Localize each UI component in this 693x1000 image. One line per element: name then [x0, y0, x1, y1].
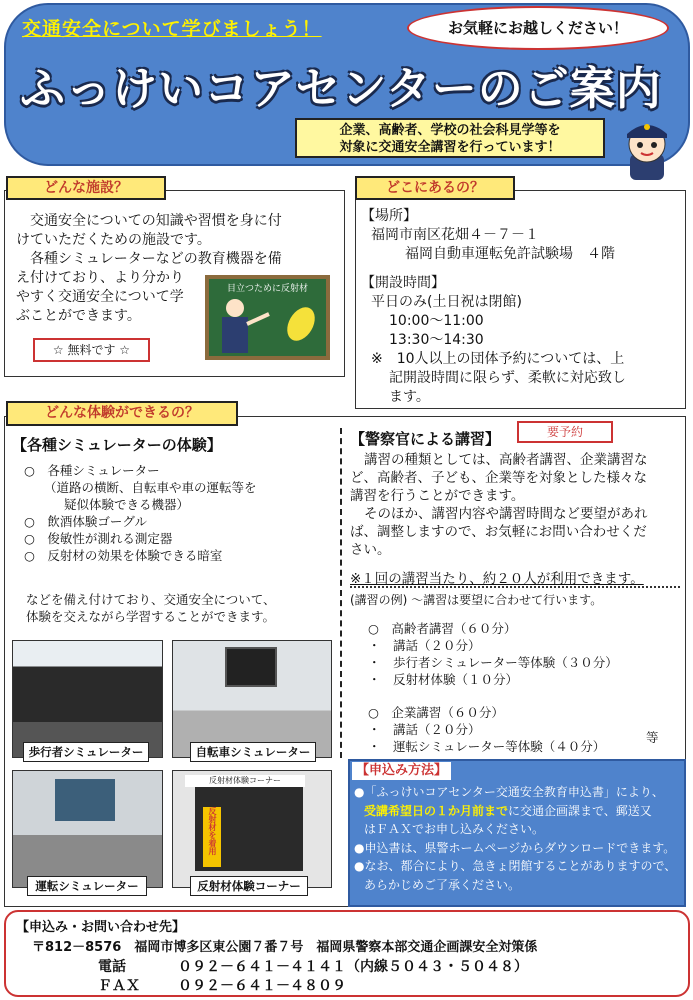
lecture-line: ば、調整しますので、お気軽にお問い合わせくだ [350, 524, 647, 540]
time-slot: 10:00～11:00 [389, 313, 484, 329]
etc-label: 等 [646, 730, 659, 745]
example-item: ・ 反射材体験（１０分） [368, 672, 519, 687]
location-heading: どこにあるの？ [355, 176, 515, 200]
facility-line: やすく交通安全について学 [16, 289, 184, 305]
example-item: ○ 企業講習（６０分） [368, 705, 504, 720]
lecture-line: 講習の種類としては、高齢者講習、企業講習な [364, 452, 648, 468]
driving-sim-photo [12, 770, 163, 888]
divider [340, 428, 342, 758]
fax-number: ０９２－６４１－４８０９ [178, 978, 346, 994]
facility-line: 交通安全についての知識や習慣を身に付 [30, 213, 282, 229]
free-badge: ☆ 無料です ☆ [33, 338, 150, 362]
example-item: ・ 講話（２０分） [368, 638, 481, 653]
apply-line: に交通企画課まで、郵送又 [508, 803, 652, 818]
sim-desc [26, 591, 276, 625]
note-line: 記開設時間に限らず、柔軟に対応致し [389, 370, 626, 386]
subtitle-line-2: 対象に交通安全講習を行っています！ [339, 140, 561, 155]
experience-heading: どんな体験ができるの？ [6, 401, 238, 426]
example-item: ・ 運転シミュレーター等体験（４０分） [368, 739, 606, 754]
police-mascot-icon [612, 116, 682, 182]
tel-label: 電話 [98, 959, 126, 975]
teacher-illustration [205, 275, 330, 360]
reservation-badge: 要予約 [517, 421, 613, 443]
list-item: ○ 各種シミュレーター [24, 463, 160, 478]
facility-heading: どんな施設？ [6, 176, 166, 200]
facility-line: 各種シミュレーターなどの教育機器を備 [30, 251, 282, 267]
note-line: ※ 10人以上の団体予約については、上 [371, 351, 625, 367]
tel-number: ０９２－６４１－４１４１（内線５０４３・５０４８） [178, 959, 528, 975]
list-item: ○ 飲酒体験ゴーグル [24, 514, 148, 529]
location-text [361, 207, 626, 407]
desc-line: などを備え付けており、交通安全について、 [26, 592, 276, 607]
hours-label: 【開設時間】 [361, 275, 445, 291]
lecture-line: さい。 [350, 542, 391, 558]
example-item: ・ 歩行者シミュレーター等体験（３０分） [368, 655, 618, 670]
photo-caption: 歩行者シミュレーター [23, 742, 149, 762]
example-list [368, 620, 618, 755]
lecture-line: ど、高齢者、子ども、企業等を対象とした様々な [350, 470, 647, 486]
screen-icon [55, 779, 115, 821]
note-line: ます。 [389, 389, 430, 405]
contact-title: 【申込み・お問い合わせ先】 [16, 920, 186, 935]
sim-title: 【各種シミュレーターの体験】 [12, 436, 222, 454]
deadline-text: 受講希望日の１か月前まで [364, 803, 509, 818]
apply-title: 【申込み方法】 [352, 762, 451, 780]
capacity-note: ※１回の講習当たり、約２０人が利用できます。 [350, 571, 644, 587]
pedestrian-sim-photo [12, 640, 163, 758]
list-item: ○ 俊敏性が測れる測定器 [24, 531, 173, 546]
example-item: ・ 講話（２０分） [368, 722, 481, 737]
photo-caption: 自転車シミュレーター [190, 742, 316, 762]
lecture-text [350, 451, 648, 559]
subtitle-line-1: 企業、高齢者、学校の社会科見学等を [339, 123, 561, 138]
list-item: 疑似体験できる機器） [64, 497, 190, 512]
address-line: 福岡市南区花畑４－７－１ [371, 227, 539, 243]
lecture-line: 講習を行うことができます。 [350, 488, 525, 504]
board-text: 目立つために反射材 [226, 284, 308, 294]
list-item: （道路の横断、自転車や車の運転等を [44, 480, 257, 495]
apply-line: ●なお、都合により、急きょ閉館することがありますので、 [354, 859, 677, 873]
fax-label: ＦＡＸ [98, 978, 140, 994]
invite-oval: お気軽にお越しください！ [407, 6, 669, 50]
facility-line: けていただくための施設です。 [16, 232, 211, 248]
desc-line: 体験を交えながら学習することができます。 [26, 609, 276, 624]
lecture-title: 【警察官による講習】 [350, 430, 501, 448]
subtitle-box [295, 118, 605, 158]
booth-sign: 反射材体験コーナー [185, 775, 305, 787]
page-title: ふっけいコアセンターのご案内 [20, 62, 662, 115]
open-days: 平日のみ(土日祝は閉館) [371, 294, 522, 310]
tagline: 交通安全について学びましょう！ [22, 18, 322, 40]
dotted-line [350, 586, 680, 588]
list-item: ○ 反射材の効果を体験できる暗室 [24, 548, 223, 563]
address-line: 福岡自動車運転免許試験場 ４階 [405, 246, 615, 262]
reflector-room-photo [172, 770, 332, 888]
place-label: 【場所】 [361, 208, 417, 224]
monitor-icon [225, 647, 277, 687]
booth-banner: 反射材を着用 [203, 807, 221, 867]
contact-address: 〒812－8576 福岡市博多区東公園７番７号 福岡県警察本部交通企画課安全対策係 [32, 940, 538, 955]
apply-line: ●申込書は、県警ホームページからダウンロードできます。 [354, 840, 676, 855]
sim-list [24, 462, 257, 564]
facility-line: ぶことができます。 [16, 308, 141, 324]
time-slot: 13:30～14:30 [389, 332, 484, 348]
photo-caption: 運転シミュレーター [27, 876, 147, 896]
apply-line: ●「ふっけいコアセンター交通安全教育申込書」により、 [354, 785, 664, 799]
lecture-line: そのほか、講習内容や講習時間など要望があれ [364, 506, 648, 522]
facility-line: え付けており、より分かり [16, 270, 184, 286]
bicycle-sim-photo [172, 640, 332, 758]
teacher-icon [209, 294, 326, 356]
apply-text [354, 783, 676, 894]
apply-line: はＦＡＸでお申し込みください。 [364, 822, 545, 836]
photo-caption: 反射材体験コーナー [190, 876, 308, 896]
lecture-example: (講習の例) ～講習は要望に合わせて行います。 [350, 593, 603, 607]
apply-line: あらかじめご了承ください。 [364, 877, 521, 892]
example-item: ○ 高齢者講習（６０分） [368, 621, 517, 636]
